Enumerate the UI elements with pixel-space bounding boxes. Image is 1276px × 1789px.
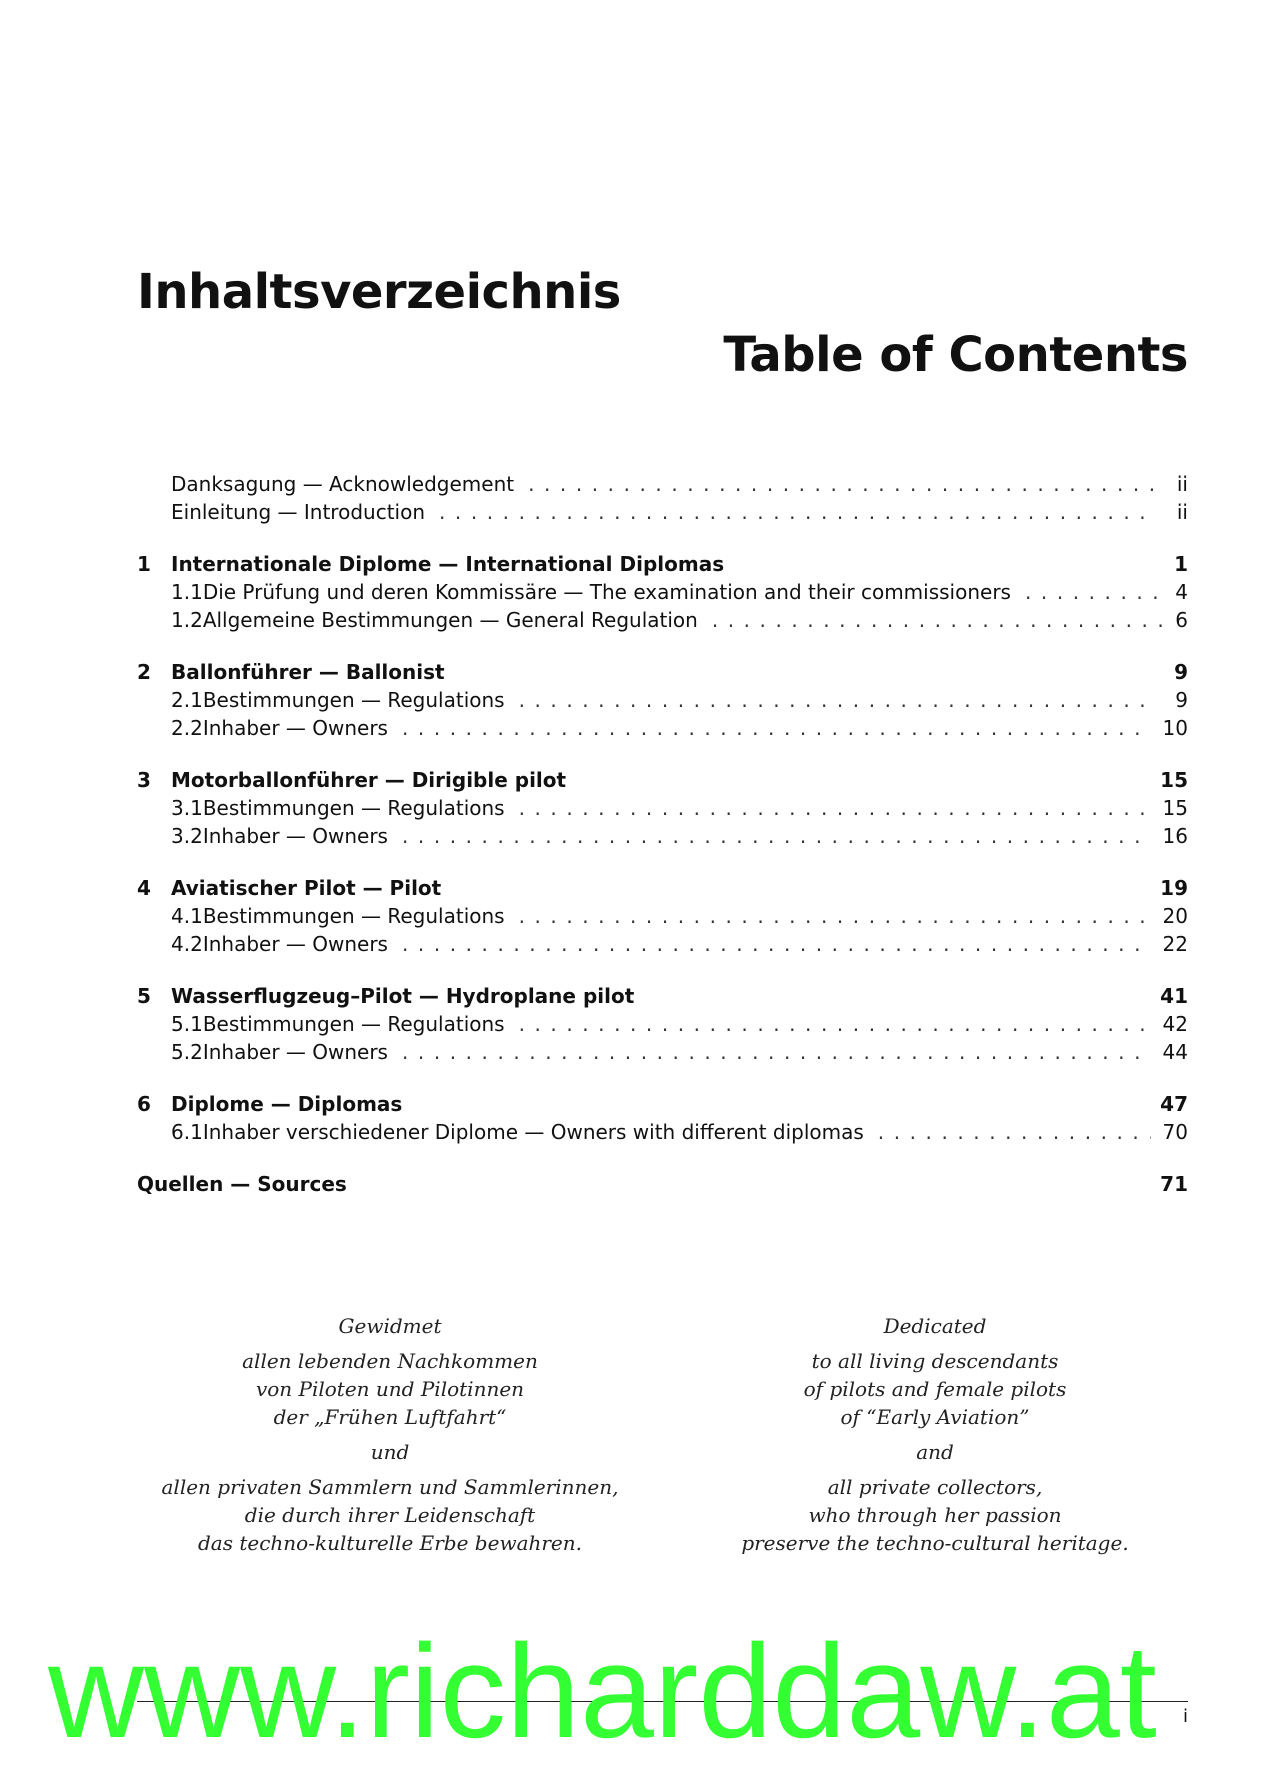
section-number: 3.2 bbox=[171, 824, 203, 848]
toc-section-1-2[interactable] bbox=[137, 606, 1188, 634]
toc-page-number: 42 bbox=[1162, 1012, 1188, 1036]
toc-page-number: 16 bbox=[1162, 824, 1188, 848]
dedication-english bbox=[705, 1312, 1165, 1564]
dot-leader bbox=[402, 822, 1151, 850]
dedication-german bbox=[160, 1312, 620, 1564]
chapter-number: 3 bbox=[137, 768, 151, 792]
section-title: Inhaber — Owners bbox=[202, 716, 388, 740]
section-number: 4.2 bbox=[171, 932, 203, 956]
dot-leader bbox=[1025, 578, 1163, 606]
toc-entry-text: Einleitung — Introduction bbox=[171, 500, 426, 524]
toc-section-5-1[interactable] bbox=[137, 1010, 1188, 1038]
chapter-number: 6 bbox=[137, 1092, 151, 1116]
toc-section-3-2[interactable] bbox=[137, 822, 1188, 850]
section-number: 2.2 bbox=[171, 716, 203, 740]
toc-page-number: 41 bbox=[1160, 984, 1188, 1008]
section-number: 5.1 bbox=[171, 1012, 203, 1036]
dot-leader bbox=[519, 794, 1151, 822]
toc-chapter-1[interactable] bbox=[137, 550, 1188, 578]
dedication-paragraph: allen lebenden Nachkommen von Piloten und Pilotinnen der „Frühen Luftfahrt“ bbox=[242, 1349, 538, 1429]
toc-page-number: 71 bbox=[1160, 1172, 1188, 1196]
chapter-number: 5 bbox=[137, 984, 151, 1008]
page-number: i bbox=[1182, 1706, 1188, 1727]
toc-section-2-1[interactable] bbox=[137, 686, 1188, 714]
toc-page-number: 15 bbox=[1160, 768, 1188, 792]
section-title: Allgemeine Bestimmungen — General Regulation bbox=[202, 608, 698, 632]
dot-leader bbox=[519, 1010, 1151, 1038]
section-title: Inhaber verschiedener Diplome — Owners with different diplomas bbox=[202, 1120, 864, 1144]
section-number: 2.1 bbox=[171, 688, 203, 712]
section-number: 1.2 bbox=[171, 608, 203, 632]
toc-page-number: ii bbox=[1176, 472, 1188, 496]
chapter-number: 1 bbox=[137, 552, 151, 576]
section-title: Inhaber — Owners bbox=[202, 932, 388, 956]
dot-leader bbox=[519, 902, 1151, 930]
dedication-paragraph: allen privaten Sammlern und Sammlerinnen, die durch ihrer Leidenschaft das techno-kulturelle Erbe bewahren. bbox=[161, 1475, 619, 1555]
dot-leader bbox=[712, 606, 1163, 634]
toc-page-number: 10 bbox=[1162, 716, 1188, 740]
page-title-german: Inhaltsverzeichnis bbox=[137, 264, 621, 320]
toc-chapter-6[interactable] bbox=[137, 1090, 1188, 1118]
chapter-number: 2 bbox=[137, 660, 151, 684]
dot-leader bbox=[402, 714, 1151, 742]
dot-leader bbox=[402, 1038, 1151, 1066]
dedication-conjunction: und bbox=[370, 1440, 410, 1464]
toc-section-4-2[interactable] bbox=[137, 930, 1188, 958]
toc-sources[interactable] bbox=[137, 1170, 1188, 1198]
chapter-title: Diplome — Diplomas bbox=[171, 1092, 403, 1116]
toc-section-4-1[interactable] bbox=[137, 902, 1188, 930]
chapter-title: Motorballonführer — Dirigible pilot bbox=[171, 768, 567, 792]
dedication-heading: Gewidmet bbox=[338, 1314, 442, 1338]
table-of-contents bbox=[137, 470, 1188, 1198]
toc-section-5-2[interactable] bbox=[137, 1038, 1188, 1066]
toc-page-number: 44 bbox=[1162, 1040, 1188, 1064]
section-title: Bestimmungen — Regulations bbox=[202, 796, 505, 820]
dot-leader bbox=[439, 498, 1155, 526]
chapter-title: Wasserflugzeug–Pilot — Hydroplane pilot bbox=[171, 984, 635, 1008]
toc-entry-acknowledgement[interactable] bbox=[137, 470, 1188, 498]
toc-chapter-2[interactable] bbox=[137, 658, 1188, 686]
dot-leader bbox=[519, 686, 1157, 714]
toc-page-number: 4 bbox=[1175, 580, 1188, 604]
dot-leader bbox=[402, 930, 1151, 958]
toc-page-number: 15 bbox=[1162, 796, 1188, 820]
chapter-title: Ballonführer — Ballonist bbox=[171, 660, 445, 684]
toc-page-number: 1 bbox=[1174, 552, 1188, 576]
toc-page-number: 9 bbox=[1175, 688, 1188, 712]
page-title-english: Table of Contents bbox=[723, 327, 1188, 383]
toc-chapter-3[interactable] bbox=[137, 766, 1188, 794]
toc-page-number: ii bbox=[1176, 500, 1188, 524]
toc-page-number: 22 bbox=[1162, 932, 1188, 956]
toc-entry-text: Danksagung — Acknowledgement bbox=[171, 472, 515, 496]
toc-section-2-2[interactable] bbox=[137, 714, 1188, 742]
dot-leader bbox=[528, 470, 1157, 498]
toc-page-number: 20 bbox=[1162, 904, 1188, 928]
dedication-heading: Dedicated bbox=[883, 1314, 987, 1338]
section-title: Bestimmungen — Regulations bbox=[202, 688, 505, 712]
toc-page-number: 47 bbox=[1160, 1092, 1188, 1116]
dedication-paragraph: to all living descendants of pilots and female pilots of “Early Aviation” bbox=[803, 1349, 1067, 1429]
toc-page-number: 19 bbox=[1160, 876, 1188, 900]
toc-entry-introduction[interactable] bbox=[137, 498, 1188, 526]
dedication-conjunction: and bbox=[916, 1440, 954, 1464]
section-number: 6.1 bbox=[171, 1120, 203, 1144]
toc-section-1-1[interactable] bbox=[137, 578, 1188, 606]
section-title: Die Prüfung und deren Kommissäre — The examination and their commissioners bbox=[202, 580, 1011, 604]
chapter-title: Internationale Diplome — International Diplomas bbox=[171, 552, 725, 576]
chapter-number: 4 bbox=[137, 876, 151, 900]
section-title: Bestimmungen — Regulations bbox=[202, 904, 505, 928]
section-number: 5.2 bbox=[171, 1040, 203, 1064]
sources-title: Quellen — Sources bbox=[137, 1172, 347, 1196]
section-number: 4.1 bbox=[171, 904, 203, 928]
watermark-url: www.richarddaw.at bbox=[48, 1618, 1157, 1766]
toc-section-3-1[interactable] bbox=[137, 794, 1188, 822]
section-title: Bestimmungen — Regulations bbox=[202, 1012, 505, 1036]
toc-section-6-1[interactable] bbox=[137, 1118, 1188, 1146]
toc-chapter-4[interactable] bbox=[137, 874, 1188, 902]
chapter-title: Aviatischer Pilot — Pilot bbox=[171, 876, 442, 900]
toc-chapter-5[interactable] bbox=[137, 982, 1188, 1010]
section-number: 3.1 bbox=[171, 796, 203, 820]
dot-leader bbox=[878, 1118, 1151, 1146]
section-number: 1.1 bbox=[171, 580, 203, 604]
toc-page-number: 9 bbox=[1174, 660, 1188, 684]
toc-page-number: 70 bbox=[1162, 1120, 1188, 1144]
section-title: Inhaber — Owners bbox=[202, 1040, 388, 1064]
dedication-paragraph: all private collectors, who through her passion preserve the techno-cultural heritage. bbox=[741, 1475, 1129, 1555]
section-title: Inhaber — Owners bbox=[202, 824, 388, 848]
toc-page-number: 6 bbox=[1175, 608, 1188, 632]
